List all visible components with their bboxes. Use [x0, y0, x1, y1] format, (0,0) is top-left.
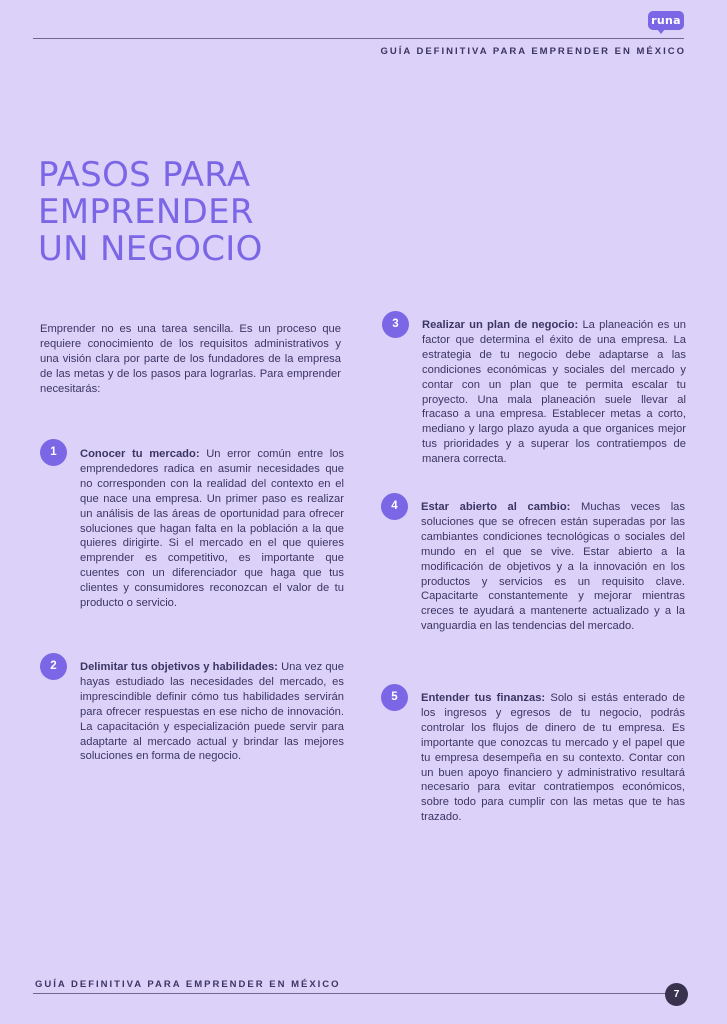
step-number-badge: 1	[40, 439, 67, 466]
step-number-badge: 5	[381, 684, 408, 711]
step-text: Una vez que hayas estudiado las necesidades del mercado, es imprescindible definir cómo tus habilidades servirán para ofrecer respuestas en ese nicho de innovación. La capacitación y especialización puede servir para adaptarte al mercado actual y brindar las mejores soluciones en forma de negocio.	[80, 661, 344, 763]
page-title	[38, 157, 263, 268]
step-number-badge: 2	[40, 653, 67, 680]
step-heading: Delimitar tus objetivos y habilidades:	[80, 661, 278, 673]
title-line: EMPRENDER	[38, 192, 254, 232]
step-1-paragraph	[80, 447, 344, 611]
title-line: PASOS PARA	[38, 155, 251, 195]
title-line: UN NEGOCIO	[38, 229, 263, 269]
step-text: La planeación es un factor que determina el éxito de una empresa. La estrategia de tu negocio debe adaptarse a las condiciones económicas y sociales del mercado y contar con un plan que te permita escalar tu proyecto. Una mala planeación suele llevar al fracaso a una empresa. Establecer metas a corto, mediano y largo plazo ayuda a que organices mejor tus prioridades y a superar los contratiempos de manera correcta.	[422, 319, 686, 466]
footer-divider	[33, 993, 675, 994]
step-5-paragraph	[421, 691, 685, 825]
intro-paragraph: Emprender no es una tarea sencilla. Es un proceso que requiere conocimiento de los requisitos administrativos y una visión clara por parte de los fundadores de la empresa de las metas y de los pasos para lograrlas. Para emprender necesitarás:	[40, 323, 341, 395]
step-number-badge: 4	[381, 493, 408, 520]
step-heading: Realizar un plan de negocio:	[422, 319, 579, 331]
step-3-paragraph	[422, 318, 686, 467]
step-heading: Conocer tu mercado:	[80, 448, 200, 460]
step-text: Muchas veces las soluciones que se ofrecen están superadas por las cambiantes condiciones tecnológicas o sociales del mundo en el que se vive. Estar abierto a la modificación de objetivos y a la innovación en los productos y servicios es un requisito clave. Capacitarte constantemente y mejorar mientras creces te ayudará a mantenerte actualizado y a la vanguardia en las tendencias del mercado.	[421, 501, 685, 633]
page-number-badge: 7	[665, 983, 688, 1006]
step-2-paragraph	[80, 660, 344, 764]
header-divider	[33, 38, 684, 39]
header-title: GUÍA DEFINITIVA PARA EMPRENDER EN MÉXICO	[380, 46, 686, 57]
step-text: Solo si estás enterado de los ingresos y egresos de tu negocio, podrás controlar los flujos de dinero de tu empresa. Es importante que conozcas tu mercado y el papel que tu empresa desempeña en su contexto. Contar con un buen apoyo financiero y administrativo resultará necesario para evitar contratiempos económicos, sobre todo para cumplir con las metas que te has trazado.	[421, 692, 685, 824]
step-text: Un error común entre los emprendedores radica en asumir necesidades que no corresponden con la realidad del contexto en el que nace una empresa. Un primer paso es realizar un análisis de las áreas de oportunidad para ofrecer soluciones que hagan falta en la población a la que quieres dirigirte. Si el mercado en el que quieres emprender es competitivo, es importante que cuentes con un diferenciador que haga que tus clientes y consumidores reconozcan el valor de tu producto o servicio.	[80, 448, 345, 610]
step-4-paragraph	[421, 500, 685, 634]
footer-title: GUÍA DEFINITIVA PARA EMPRENDER EN MÉXICO	[35, 979, 341, 990]
step-heading: Entender tus finanzas:	[421, 692, 546, 704]
runa-logo: runa	[648, 11, 684, 30]
step-number-badge: 3	[382, 311, 409, 338]
step-heading: Estar abierto al cambio:	[421, 501, 571, 513]
